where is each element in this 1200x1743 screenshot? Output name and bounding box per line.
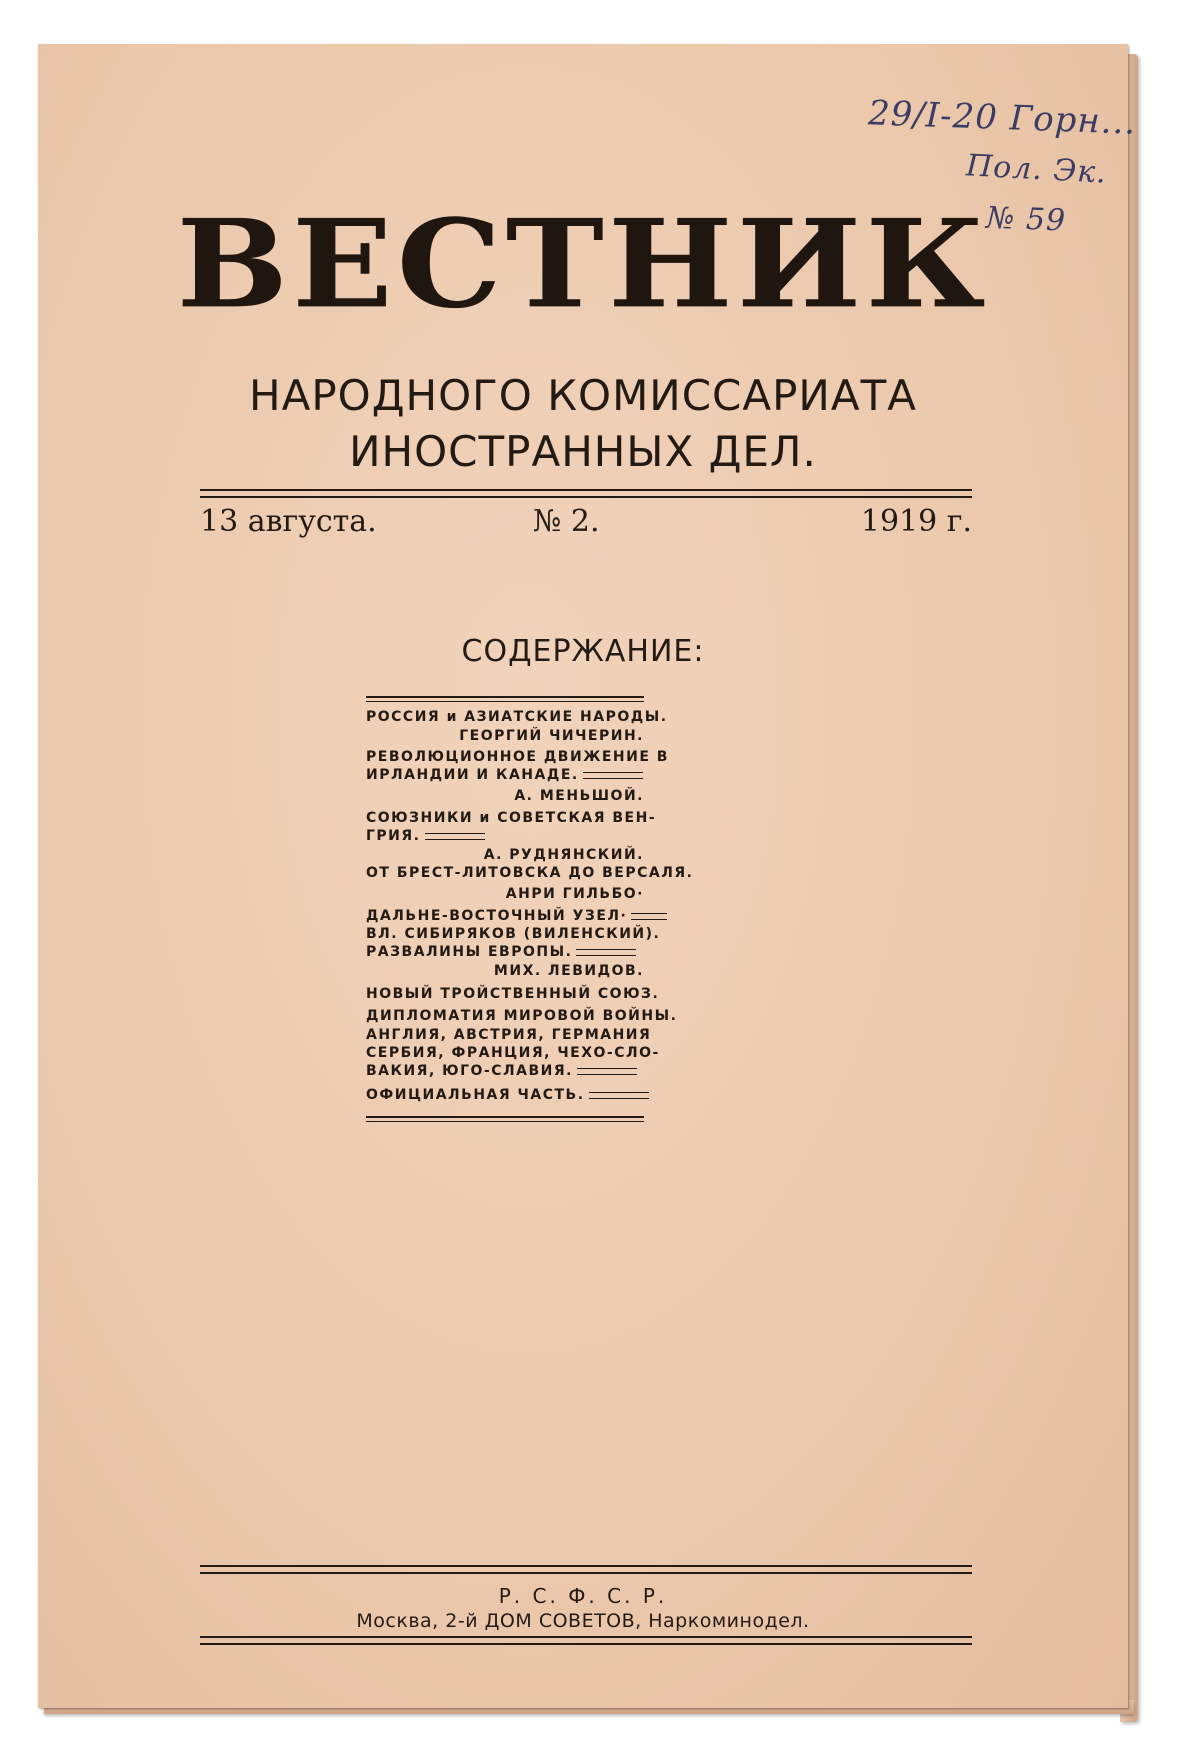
toc-line: ГРИЯ. (366, 827, 644, 845)
issue-info (200, 504, 972, 544)
toc-line: А. МЕНЬШОЙ. (514, 788, 644, 804)
toc-line: МИХ. ЛЕВИДОВ. (493, 963, 644, 979)
toc-line: СОЮЗНИКИ и СОВЕТСКАЯ ВЕН- (366, 810, 657, 826)
toc-bottom-rule (366, 1116, 644, 1122)
toc-line: ДИПЛОМАТИЯ МИРОВОЙ ВОЙНЫ. (366, 1008, 678, 1024)
issue-date: 13 августа. (200, 504, 377, 539)
toc-top-rule (366, 696, 644, 702)
masthead-subtitle-line-1: НАРОДНОГО КОМИССАРИАТА (249, 371, 917, 420)
toc-line: АНРИ ГИЛЬБО· (505, 886, 644, 902)
toc-line: НОВЫЙ ТРОЙСТВЕННЫЙ СОЮЗ. (366, 986, 660, 1002)
footer-bottom-divider (200, 1636, 972, 1645)
contents-heading: СОДЕРЖАНИЕ: (461, 634, 705, 669)
toc-line: ОФИЦИАЛЬНАЯ ЧАСТЬ. (366, 1086, 644, 1104)
toc-line: А. РУДНЯНСКИЙ. (483, 847, 644, 863)
toc-line: РЕВОЛЮЦИОННОЕ ДВИЖЕНИЕ В (366, 749, 669, 765)
toc-line: РОССИЯ и АЗИАТСКИЕ НАРОДЫ. (366, 709, 668, 725)
toc-line: АНГЛИЯ, АВСТРИЯ, ГЕРМАНИЯ (366, 1027, 652, 1043)
toc-line: ИРЛАНДИИ И КАНАДЕ. (366, 766, 644, 784)
handwritten-note-line-1: 29/I-20 Горн... (867, 93, 1137, 143)
journal-cover (38, 44, 1137, 1708)
footer-top-divider (200, 1565, 972, 1574)
masthead-title: ВЕСТНИК (176, 193, 990, 336)
masthead-subtitle-line-2: ИНОСТРАННЫХ ДЕЛ. (349, 427, 817, 476)
handwritten-note-line-3: № 59 (985, 200, 1067, 239)
toc-line: ОТ БРЕСТ-ЛИТОВСКА ДО ВЕРСАЛЯ. (366, 865, 694, 881)
footer-address: Москва, 2-й ДОМ СОВЕТОВ, Наркоминодел. (356, 1610, 810, 1632)
toc-line: ВАКИЯ, ЮГО-СЛАВИЯ. (366, 1062, 644, 1080)
footer-country: Р. С. Ф. С. Р. (498, 1584, 668, 1608)
toc-line: ГЕОРГИЙ ЧИЧЕРИН. (459, 728, 644, 744)
toc-line: ВЛ. СИБИРЯКОВ (ВИЛЕНСКИЙ). (366, 926, 661, 942)
issue-number: № 2. (533, 504, 600, 539)
issue-year: 1919 г. (860, 504, 972, 539)
toc-line: ДАЛЬНЕ-ВОСТОЧНЫЙ УЗЕЛ· (366, 907, 644, 925)
toc-line: СЕРБИЯ, ФРАНЦИЯ, ЧЕХО-СЛО- (366, 1045, 660, 1061)
handwritten-note-line-2: Пол. Эк. (965, 148, 1108, 191)
toc-line: РАЗВАЛИНЫ ЕВРОПЫ. (366, 943, 644, 961)
header-divider (200, 489, 972, 498)
